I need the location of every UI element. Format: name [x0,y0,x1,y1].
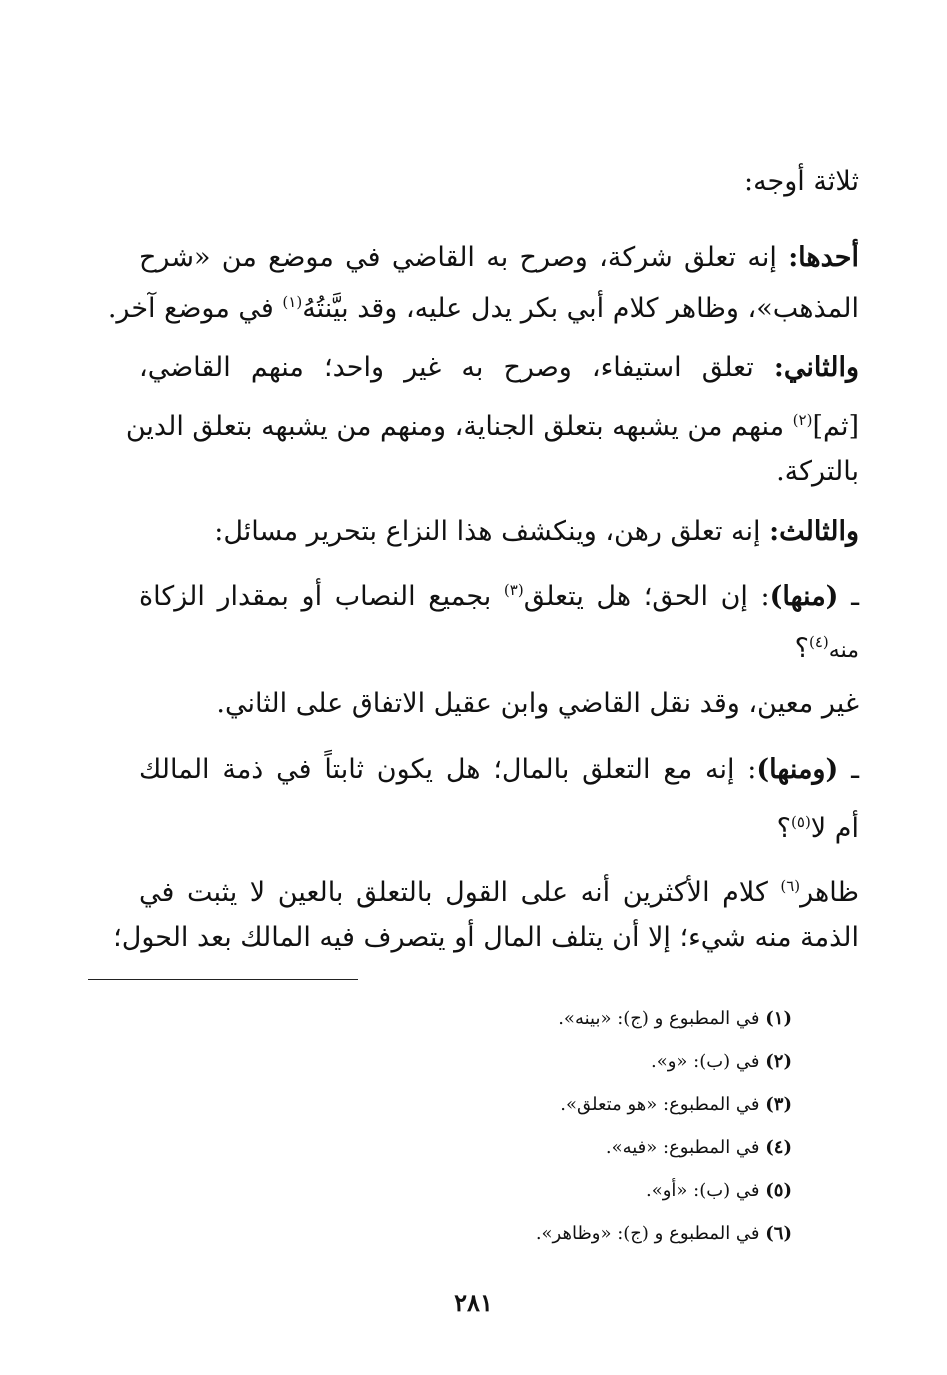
footnote-2-text: في (ب): «و». [650,1051,760,1072]
footnote-6-text: في المطبوع و (ج): «وظاهر». [535,1223,760,1244]
footnote-1-text: في المطبوع و (ج): «بينه». [558,1008,760,1029]
para-7-line-1 [139,866,859,913]
footnote-ref-2: (٢) [792,411,813,429]
footnote-ref-4: (٤) [809,633,829,651]
para-6-line-1 [139,750,859,790]
para-7-line-2 [113,918,859,958]
footnote-4 [606,1135,792,1161]
para-4-text-1a: : إن الحق؛ هل يتعلق [523,581,770,612]
para-4-line-2 [795,622,859,671]
para-1-text-2a: المذهب»، وظاهر كلام أبي بكر يدل عليه، وقد بيَّنتُهُ [302,293,859,324]
para-2-text-2: منهم من يشبهه بتعلق الجناية، ومنهم من يشبهه بتعلق الدين [125,411,785,442]
footnote-5-number: (٥) [765,1180,792,1201]
para-5-text-1: غير معين، وقد نقل القاضي وابن عقيل الاتفاق على الثاني. [216,688,859,719]
intro-text: ثلاثة أوجه: [743,166,859,197]
para-1-text-1: إنه تعلق شركة، وصرح به القاضي في موضع من «شرح [139,242,777,273]
footnote-1-number: (١) [765,1008,792,1029]
footnote-1 [558,1006,792,1032]
para-7-text-1a: ظاهر [800,877,859,908]
footnote-2 [651,1049,792,1075]
footnote-ref-3: (٣) [503,581,524,599]
para-1-line-2 [108,282,859,329]
para-2-line-3 [776,452,859,492]
footnote-3-number: (٣) [765,1094,792,1115]
para-2-line-2 [125,400,859,447]
para-6-text-2a: أم لا [810,813,859,844]
para-6-dash: ـ [851,754,859,785]
page-number: ٢٨١ [454,1288,493,1317]
para-2-line-1 [139,348,859,388]
para-4-text-2a: منه [828,638,859,663]
para-2-bracket: [ثم] [812,411,859,442]
para-1-text-2b: في موضع آخر. [107,293,274,324]
footnote-4-number: (٤) [765,1137,792,1158]
para-6-line-2 [777,802,859,849]
footnote-ref-6: (٦) [780,877,801,895]
para-4-text-1b: بجميع النصاب أو بمقدار الزكاة [139,581,492,612]
para-7-text-2: الذمة منه شيء؛ إلا أن يتلف المال أو يتصرف فيه المالك بعد الحول؛ [113,922,859,953]
para-7-text-1b: كلام الأكثرين أنه على القول بالتعلق بالعين لا يثبت في [139,877,768,908]
para-2-lead: والثاني: [773,352,859,383]
para-2-text-3: بالتركة. [776,456,859,487]
footnote-6-number: (٦) [765,1223,792,1244]
footnote-ref-5: (٥) [791,813,811,831]
footnote-6 [536,1221,792,1247]
para-1-lead: أحدها: [788,242,859,273]
para-4-dash: ـ [851,581,859,612]
para-2-text-1: تعلق استيفاء، وصرح به غير واحد؛ منهم القاضي، [139,352,754,383]
para-1-line-1 [139,238,859,278]
intro-line [744,162,859,202]
footnote-5 [646,1178,792,1204]
para-4-lead: (منها) [769,581,839,612]
para-6-text-1: : إنه مع التعلق بالمال؛ هل يكون ثابتاً في ذمة المالك [139,754,757,785]
para-3-text-1: إنه تعلق رهن، وينكشف هذا النزاع بتحرير مسائل: [214,516,761,547]
footnote-2-number: (٢) [765,1051,792,1072]
footnote-5-text: في (ب): «أو». [645,1180,760,1201]
footnote-4-text: في المطبوع: «فيه». [605,1137,760,1158]
para-4-qmark: ؟ [794,633,809,664]
footnote-3-text: في المطبوع: «هو متعلق». [560,1094,760,1115]
footnote-3 [560,1092,792,1118]
footnote-ref-1: (١) [282,293,303,311]
para-3-lead: والثالث: [769,516,859,547]
para-6-qmark: ؟ [776,813,792,844]
para-3-line-1 [214,512,859,552]
para-5-line-1 [216,684,859,724]
para-4-line-1 [139,570,859,617]
footnote-separator [88,979,358,980]
para-6-lead: (ومنها) [756,754,839,785]
